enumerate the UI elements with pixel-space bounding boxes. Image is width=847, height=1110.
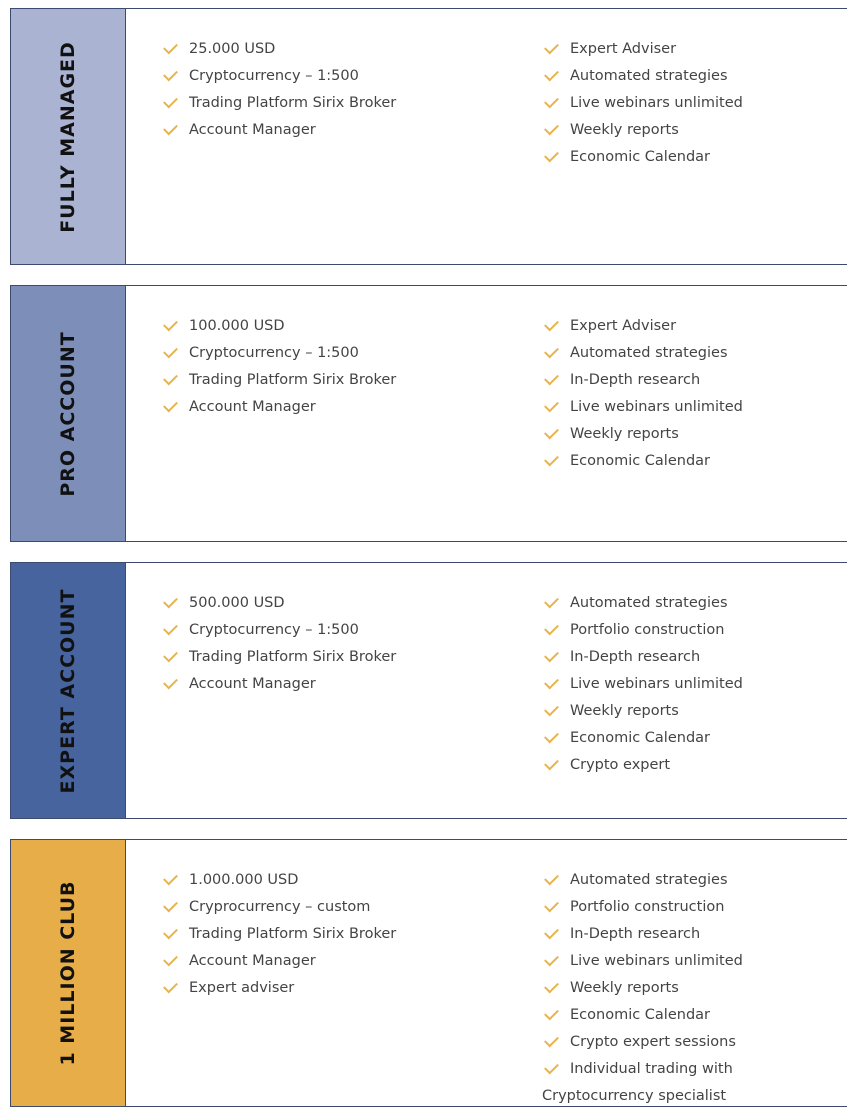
check-icon bbox=[163, 675, 178, 690]
check-icon bbox=[163, 67, 178, 82]
feature-item: Automated strategies bbox=[542, 340, 842, 367]
check-icon bbox=[163, 925, 178, 940]
plan-title: 1 MILLION CLUB bbox=[57, 880, 79, 1066]
feature-item: Weekly reports bbox=[542, 117, 842, 144]
feature-item: In-Depth research bbox=[542, 921, 842, 948]
feature-item: Expert Adviser bbox=[542, 36, 842, 63]
feature-list-left bbox=[161, 867, 521, 1002]
feature-item: Cryptocurrency – 1:500 bbox=[161, 63, 521, 90]
check-icon bbox=[544, 702, 559, 717]
feature-item: Account Manager bbox=[161, 671, 521, 698]
check-icon bbox=[544, 898, 559, 913]
check-icon bbox=[163, 898, 178, 913]
feature-item: In-Depth research bbox=[542, 367, 842, 394]
feature-item: In-Depth research bbox=[542, 644, 842, 671]
check-icon bbox=[163, 952, 178, 967]
feature-item: Trading Platform Sirix Broker bbox=[161, 644, 521, 671]
feature-item: Account Manager bbox=[161, 948, 521, 975]
feature-item: Cryptocurrency – 1:500 bbox=[161, 340, 521, 367]
check-icon bbox=[544, 729, 559, 744]
check-icon bbox=[163, 594, 178, 609]
plan-card-expert-account bbox=[10, 562, 847, 819]
feature-list-right bbox=[542, 36, 842, 171]
feature-item: Economic Calendar bbox=[542, 144, 842, 171]
feature-item: Automated strategies bbox=[542, 63, 842, 90]
check-icon bbox=[544, 371, 559, 386]
plan-title: EXPERT ACCOUNT bbox=[57, 588, 79, 793]
check-icon bbox=[544, 121, 559, 136]
plan-sidebar bbox=[11, 563, 126, 818]
feature-list-left bbox=[161, 313, 521, 421]
feature-item: Individual trading with Cryptocurrency specialist bbox=[542, 1061, 733, 1104]
check-icon bbox=[544, 756, 559, 771]
check-icon bbox=[544, 452, 559, 467]
check-icon bbox=[163, 621, 178, 636]
plan-sidebar bbox=[11, 286, 126, 541]
feature-item: Live webinars unlimited bbox=[542, 90, 842, 117]
feature-item: Weekly reports bbox=[542, 421, 842, 448]
check-icon bbox=[163, 648, 178, 663]
plan-title: FULLY MANAGED bbox=[57, 40, 79, 233]
check-icon bbox=[544, 621, 559, 636]
feature-item: 1.000.000 USD bbox=[161, 867, 521, 894]
feature-item: Expert adviser bbox=[161, 975, 521, 1002]
check-icon bbox=[544, 94, 559, 109]
feature-item: Economic Calendar bbox=[542, 1002, 842, 1029]
check-icon bbox=[163, 371, 178, 386]
feature-item: Portfolio construction bbox=[542, 617, 842, 644]
check-icon bbox=[163, 398, 178, 413]
check-icon bbox=[544, 952, 559, 967]
check-icon bbox=[544, 344, 559, 359]
check-icon bbox=[544, 675, 559, 690]
check-icon bbox=[544, 40, 559, 55]
check-icon bbox=[544, 425, 559, 440]
feature-item: 500.000 USD bbox=[161, 590, 521, 617]
feature-item: Expert Adviser bbox=[542, 313, 842, 340]
check-icon bbox=[163, 317, 178, 332]
feature-list-left bbox=[161, 590, 521, 698]
plan-title: PRO ACCOUNT bbox=[57, 330, 79, 497]
check-icon bbox=[544, 871, 559, 886]
feature-item: Cryprocurrency – custom bbox=[161, 894, 521, 921]
check-icon bbox=[544, 1033, 559, 1048]
check-icon bbox=[163, 121, 178, 136]
feature-item: 100.000 USD bbox=[161, 313, 521, 340]
check-icon bbox=[544, 594, 559, 609]
feature-item: Weekly reports bbox=[542, 698, 842, 725]
feature-item: Live webinars unlimited bbox=[542, 671, 842, 698]
check-icon bbox=[544, 979, 559, 994]
feature-item: Automated strategies bbox=[542, 867, 842, 894]
plan-sidebar bbox=[11, 9, 126, 264]
check-icon bbox=[544, 398, 559, 413]
feature-item: Automated strategies bbox=[542, 590, 842, 617]
feature-list-right bbox=[542, 590, 842, 779]
feature-item: 25.000 USD bbox=[161, 36, 521, 63]
feature-list-right bbox=[542, 867, 842, 1110]
feature-list-left bbox=[161, 36, 521, 144]
check-icon bbox=[544, 317, 559, 332]
feature-item: Live webinars unlimited bbox=[542, 948, 842, 975]
check-icon bbox=[163, 40, 178, 55]
check-icon bbox=[163, 344, 178, 359]
feature-item: Account Manager bbox=[161, 394, 521, 421]
feature-item: Live webinars unlimited bbox=[542, 394, 842, 421]
feature-item: Crypto expert sessions bbox=[542, 1029, 842, 1056]
feature-item: Account Manager bbox=[161, 117, 521, 144]
feature-item: Trading Platform Sirix Broker bbox=[161, 921, 521, 948]
plan-card-fully-managed bbox=[10, 8, 847, 265]
feature-item: Weekly reports bbox=[542, 975, 842, 1002]
check-icon bbox=[163, 94, 178, 109]
feature-item: Trading Platform Sirix Broker bbox=[161, 90, 521, 117]
check-icon bbox=[544, 1060, 559, 1075]
plan-card-pro-account bbox=[10, 285, 847, 542]
feature-item: Economic Calendar bbox=[542, 448, 842, 475]
check-icon bbox=[544, 925, 559, 940]
check-icon bbox=[163, 979, 178, 994]
check-icon bbox=[163, 871, 178, 886]
check-icon bbox=[544, 1006, 559, 1021]
check-icon bbox=[544, 67, 559, 82]
feature-item: Cryptocurrency – 1:500 bbox=[161, 617, 521, 644]
feature-item: Trading Platform Sirix Broker bbox=[161, 367, 521, 394]
check-icon bbox=[544, 648, 559, 663]
feature-item: Crypto expert bbox=[542, 752, 842, 779]
check-icon bbox=[544, 148, 559, 163]
plan-sidebar bbox=[11, 840, 126, 1106]
plan-card-1-million-club bbox=[10, 839, 847, 1107]
feature-item: Economic Calendar bbox=[542, 725, 842, 752]
feature-list-right bbox=[542, 313, 842, 475]
feature-item: Portfolio construction bbox=[542, 894, 842, 921]
